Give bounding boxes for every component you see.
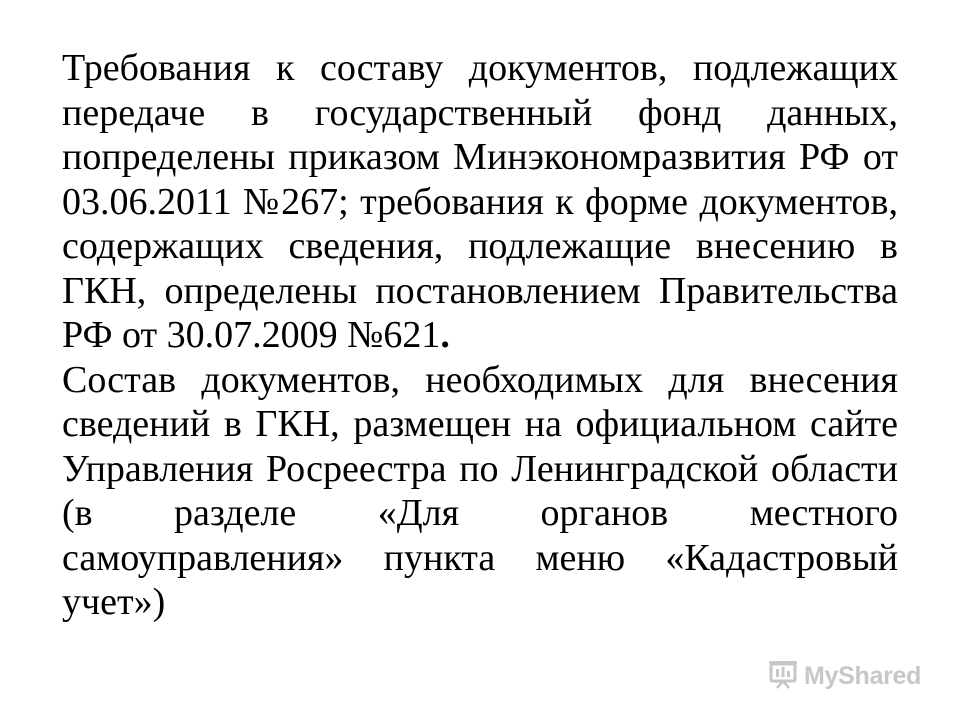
watermark-text: MyShared bbox=[804, 661, 922, 690]
paragraph-requirements-text: Требования к составу документов, подлежащих передаче в государственный фонд данных, попределены приказом Минэкономразвития РФ от 03.06.2011 №267; требования к форме документов, содержащих сведения, подлежащие внесению в ГКН, определены постановлением Правительства РФ от 30.07.2009 №621 bbox=[62, 47, 898, 356]
paragraph-requirements-ending: . bbox=[440, 314, 450, 356]
watermark bbox=[766, 656, 926, 696]
paragraph-requirements bbox=[62, 46, 898, 358]
projector-screen-icon bbox=[766, 657, 800, 696]
paragraph-documents: Состав документов, необходимых для внесения сведений в ГКН, размещен на официальном сайте Управления Росреестра по Ленинградской области (в разделе «Для органов местного самоуправления» пункта меню «Кадастровый учет») bbox=[62, 358, 898, 623]
slide-body bbox=[62, 46, 898, 625]
